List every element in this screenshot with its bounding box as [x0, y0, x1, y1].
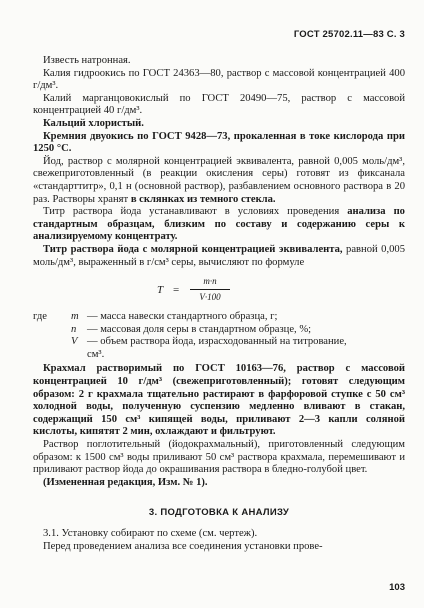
- paragraph-text: равной 0,005 моль/дм³, выраженный в г/см³ серы, вычисляют по формуле: [33, 243, 405, 268]
- definition-text: — объем раствора йода, израсходованный на титрование,: [87, 336, 347, 348]
- paragraph: [33, 156, 405, 206]
- definition-symbol: m: [71, 311, 79, 323]
- paragraph-text: Йод, раствор с молярной концентрацией эквивалента, равной 0,005 моль/дм³, свежеприготовленный (в реакции окисления серы) готовят из фиксанала «стандарттитр», 0,1 н (основной раствор), разбавлением основного раствора в 20 раз. Растворы хранят: [33, 155, 405, 205]
- page-body: [33, 55, 405, 553]
- section-title: 3. ПОДГОТОВКА К АНАЛИЗУ: [148, 507, 290, 519]
- definition-item: [33, 311, 405, 324]
- paragraph-text-bold: Титр раствора йода с молярной концентрацией эквивалента,: [43, 243, 343, 255]
- definition-lead: где: [33, 311, 47, 323]
- definition-item: [33, 336, 405, 349]
- definition-symbol: n: [71, 323, 77, 335]
- page-number: 103: [389, 582, 405, 593]
- paragraph: Перед проведением анализа все соединения установки прове-: [43, 540, 323, 552]
- definition-text: — массовая доля серы в стандартном образце, %;: [87, 323, 312, 335]
- definition-lead: [33, 324, 71, 337]
- paragraph: 3.1. Установку собирают по схеме (см. чертеж).: [43, 528, 258, 539]
- formula-numerator: m·n: [203, 276, 217, 287]
- paragraph: [33, 244, 405, 269]
- paragraph: Кальций хлористый.: [43, 117, 144, 129]
- formula: [33, 273, 405, 309]
- formula-equals: =: [173, 284, 180, 297]
- paragraph-text: Титр раствора йода устанавливают в условиях проведения: [43, 206, 348, 218]
- paragraph: Раствор поглотительный (йодокрахмальный), приготовленный следующим образом: к 1500 см³ воды приливают 50 см³ раствора крахмала, перемешивают и приливают раствор йода до окрашивания раствора в бледно-голубой цвет.: [33, 439, 405, 476]
- paragraph-text-bold: анализа по стандартным образцам, близким по составу и содержанию серы к анализируемому концентрату.: [33, 206, 405, 243]
- formula-fraction: [190, 275, 230, 303]
- paragraph: Крахмал растворимый по ГОСТ 10163—76, раствор с массовой концентрацией 10 г/дм³ (свежеприготовленный); готовят следующим образом: 2 г крахмала тщательно растирают в фарфоровой ступке с 50 см³ холодной воды, полученную суспензию медленно вливают в стакан, содержащий 150 см³ кипящей воды, приливают 2—3 капли соляной кислоты, кипятят 2 мин, охлаждают и фильтруют.: [33, 363, 405, 438]
- paragraph: Калий марганцовокислый по ГОСТ 20490—75, раствор с массовой концентрацией 40 г/дм³.: [33, 92, 405, 117]
- page-header: ГОСТ 25702.11—83 С. 3: [293, 29, 405, 40]
- paragraph: Кремния двуокись по ГОСТ 9428—73, прокаленная в токе кислорода при 1250 °С.: [33, 130, 405, 155]
- definition-symbol: V: [71, 336, 78, 348]
- paragraph: Калия гидроокись по ГОСТ 24363—80, раствор с массовой концентрацией 400 г/дм³.: [33, 67, 405, 92]
- definition-lead: [33, 336, 71, 349]
- paragraph-text-bold: в склянках из темного стекла.: [130, 193, 276, 205]
- definition-text: — масса навески стандартного образца, г;: [87, 311, 278, 323]
- definition-continuation: см³.: [87, 348, 105, 360]
- formula-lhs: T: [157, 284, 164, 297]
- definition-item: [33, 324, 405, 337]
- paragraph: [33, 206, 405, 244]
- revision-note: (Измененная редакция, Изм. № 1).: [43, 476, 208, 488]
- definitions-list: [33, 311, 405, 361]
- formula-denominator: V·100: [190, 289, 230, 304]
- paragraph: Известь натронная.: [43, 55, 131, 66]
